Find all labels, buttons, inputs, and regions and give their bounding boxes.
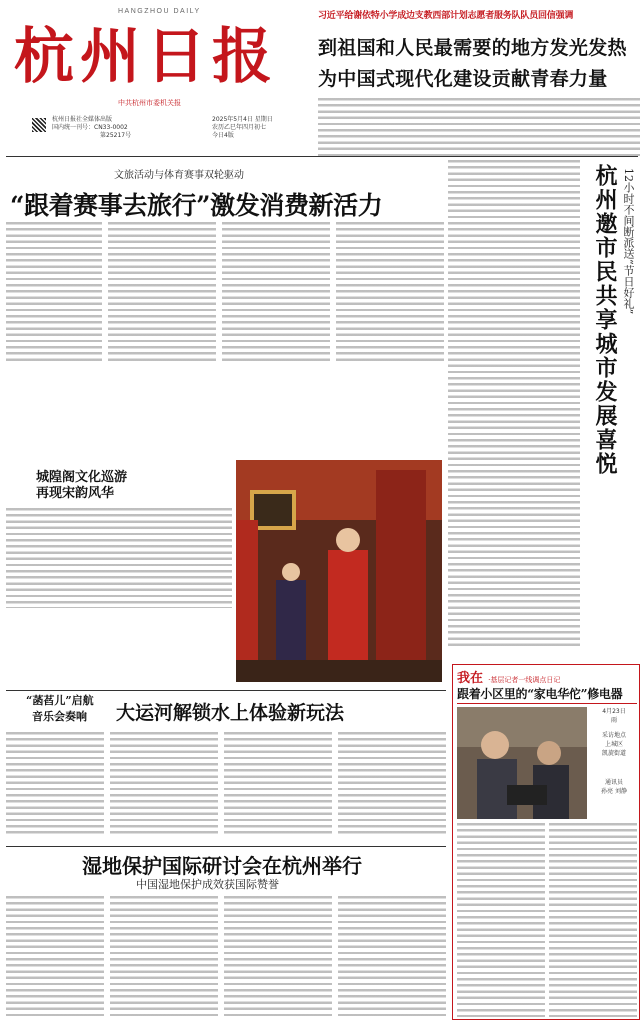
masthead-publisher: 中共杭州市委机关报 [118, 99, 181, 107]
diary-loc-value2: 凯旋街道 [601, 750, 626, 757]
diary-logo: 我在 [457, 671, 484, 686]
masthead-pinyin: HANGZHOU DAILY [118, 8, 201, 15]
lead-headline: “跟着赛事去旅行”激发消费新活力 [10, 191, 383, 220]
top-story [318, 8, 640, 158]
canal-side-headline-1: “菡萏儿”启航 [26, 694, 94, 707]
repair-photo [457, 707, 587, 819]
canal-side-headline-2: 音乐会奏响 [32, 710, 87, 723]
festival-photo [236, 460, 442, 682]
diary-loc-value: 上城区 [604, 741, 623, 748]
diary-loc-label: 采访地点 [601, 732, 626, 739]
canal-kicker: 城隍阁文化巡游再现宋韵风华 [36, 470, 128, 501]
diary-reporter: 通讯员 [604, 779, 623, 786]
diary-date: 4月23日 [602, 708, 626, 715]
diary-headline: 跟着小区里的“家电华佗”修电器 [457, 687, 623, 701]
lead-story [6, 160, 446, 460]
vertical-headline: 杭州邀市民共享城市发展喜悦 [592, 164, 618, 476]
canal-headline: 大运河解锁水上体验新玩法 [116, 702, 345, 724]
date-line2: 农历乙巳年四月初七 [212, 124, 267, 131]
issue-info [32, 116, 312, 150]
top-story-kicker: 习近平给谢依特小学成边支教西部计划志愿者服务队队员回信强调 [318, 11, 574, 21]
wetland-story [6, 850, 446, 1020]
top-story-body [318, 98, 640, 156]
issn-line1: 杭州日报社全媒体出版 [52, 116, 113, 123]
wetland-subhead: 中国湿地保护成效获国际赞誉 [136, 878, 279, 891]
diary-info [591, 707, 637, 796]
vertical-subhead: 12小时不间断派送“节日好礼” [622, 168, 635, 315]
issn-line2: 国内统一刊号：CN33-0002 [52, 124, 128, 131]
repair-photo-graphic [457, 707, 587, 819]
issue-no: 第25217号 [100, 132, 132, 139]
diary-logo-sub: ·基层记者一线调点日记 [488, 676, 561, 684]
city-god-pavilion-story [6, 470, 234, 680]
top-story-headline-2: 为中国式现代化建设贡献青春力量 [318, 68, 608, 90]
masthead-title: 杭州日报 [14, 22, 278, 92]
top-story-headline-1: 到祖国和人民最需要的地方发光发热 [318, 37, 627, 59]
diary-reporter-name: 孙亮 刘静 [601, 788, 627, 795]
festival-photo-graphic [236, 460, 442, 682]
wetland-headline: 湿地保护国际研讨会在杭州举行 [82, 854, 362, 878]
canal-story [6, 692, 446, 842]
lead-kicker: 文旅活动与体育赛事双轮驱动 [114, 170, 244, 181]
reporter-diary-box [452, 664, 640, 1020]
date-line1: 2025年5月4日 星期日 [212, 116, 273, 123]
qr-code [32, 118, 46, 132]
date-line3: 今日4版 [212, 132, 234, 139]
diary-weather: 雨 [610, 717, 617, 724]
right-column-story [448, 160, 638, 660]
